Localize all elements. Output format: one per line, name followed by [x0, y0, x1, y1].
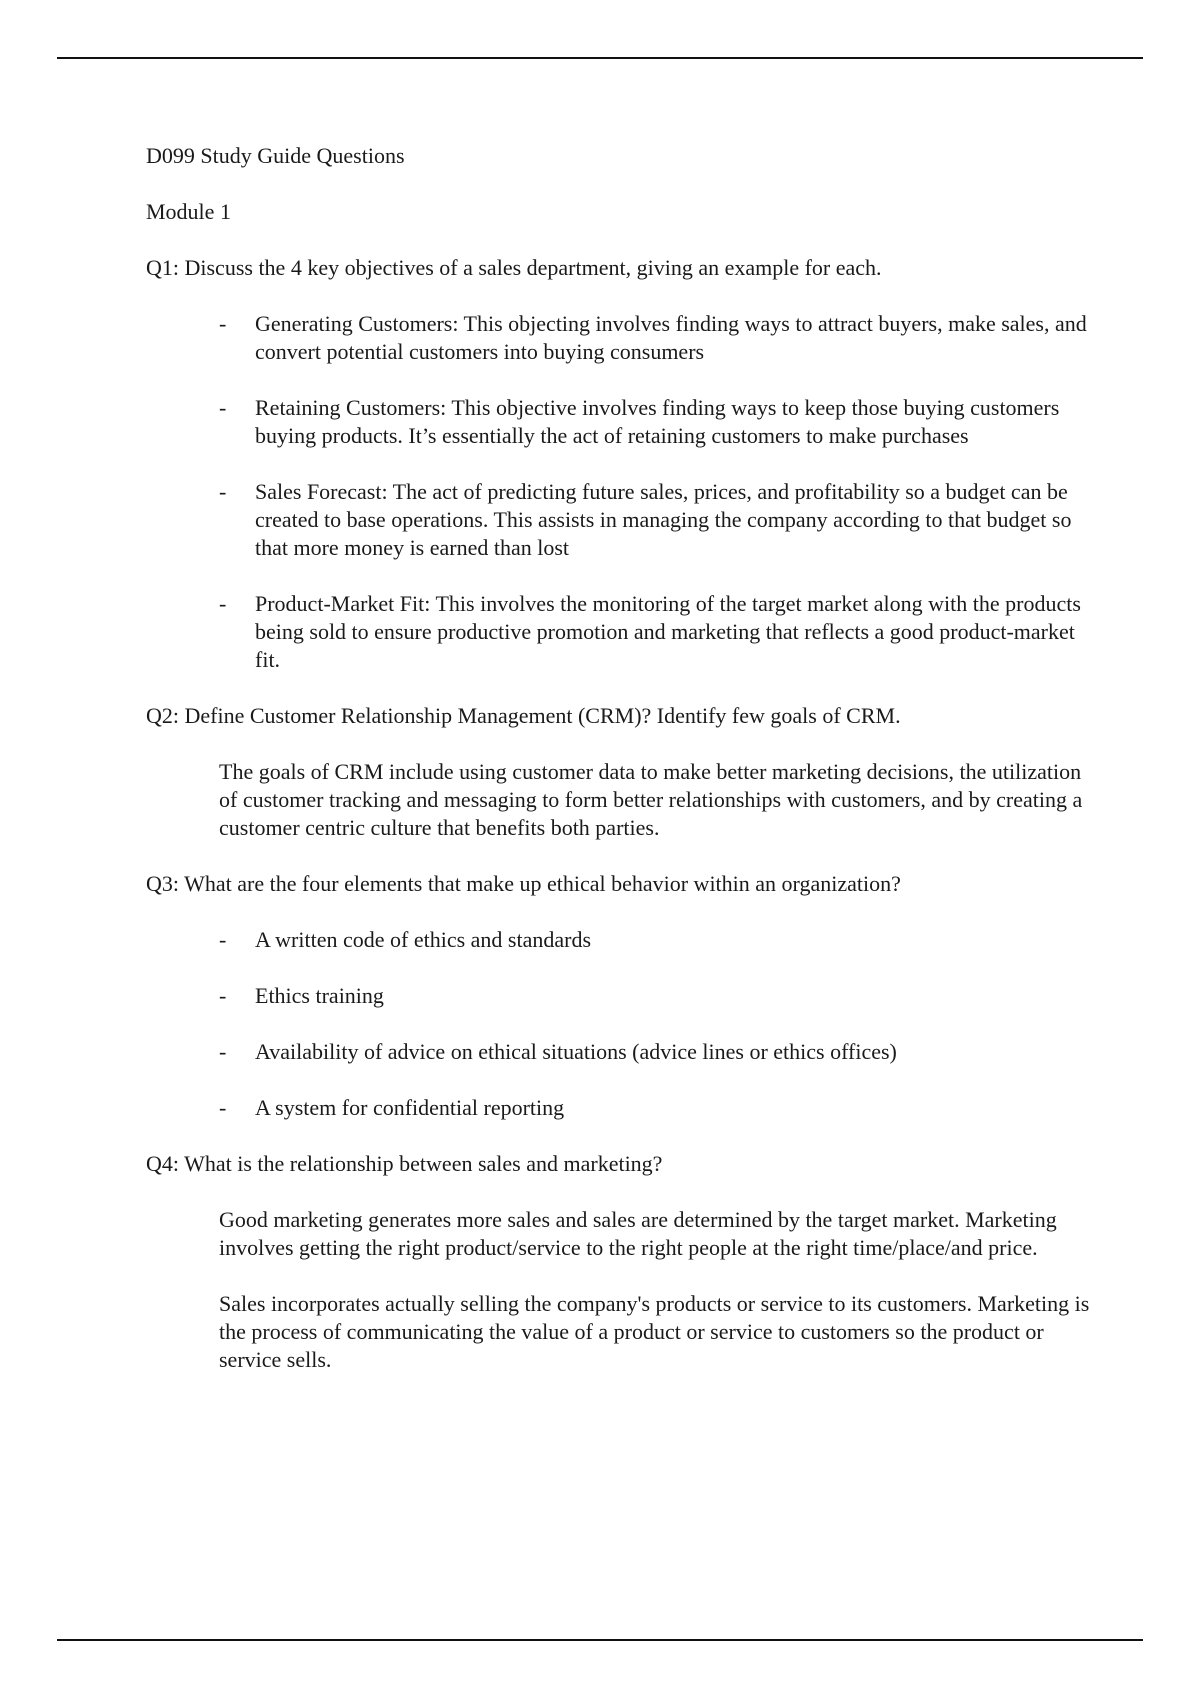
list-item — [219, 1094, 1096, 1122]
bullet-dash: - — [219, 311, 227, 336]
bullet-dash: - — [219, 1039, 227, 1064]
list-item-text: Availability of advice on ethical situations (advice lines or ethics offices) — [255, 1039, 897, 1064]
answer-2: The goals of CRM include using customer data to make better marketing decisions, the utilization of customer tracking and messaging to form better relationships with customers, and by creating a customer centric culture that benefits both parties. — [219, 759, 1083, 840]
list-item-text: A written code of ethics and standards — [255, 927, 592, 952]
document-body — [146, 142, 1096, 1402]
list-item — [219, 394, 1096, 450]
list-item-text: Product-Market Fit: This involves the monitoring of the target market along with the products being sold to ensure productive promotion and marketing that reflects a good product-market fit. — [255, 591, 1081, 672]
list-item — [219, 478, 1096, 562]
bottom-divider — [57, 1639, 1143, 1641]
document-title: D099 Study Guide Questions — [146, 143, 405, 168]
list-item-text: Retaining Customers: This objective involves finding ways to keep those buying customers buying products. It’s essentially the act of retaining customers to make purchases — [255, 395, 1060, 448]
question-4: Q4: What is the relationship between sales and marketing? — [146, 1151, 663, 1176]
list-item — [219, 310, 1096, 366]
module-heading: Module 1 — [146, 199, 231, 224]
question-1: Q1: Discuss the 4 key objectives of a sales department, giving an example for each. — [146, 255, 882, 280]
list-item-text: A system for confidential reporting — [255, 1095, 565, 1120]
top-divider — [57, 57, 1143, 59]
question-2: Q2: Define Customer Relationship Management (CRM)? Identify few goals of CRM. — [146, 703, 901, 728]
answer-4-paragraph-1: Good marketing generates more sales and sales are determined by the target market. Marketing involves getting the right product/service to the right people at the right time/place/and price. — [219, 1207, 1057, 1260]
answer-4-paragraph-2: Sales incorporates actually selling the company's products or service to its customers. Marketing is the process of communicating the value of a product or service to customers so the product or service sells. — [219, 1291, 1090, 1372]
bullet-dash: - — [219, 591, 227, 616]
list-item-text: Ethics training — [255, 983, 384, 1008]
list-item — [219, 982, 1096, 1010]
q3-elements-list — [146, 926, 1096, 1122]
question-3: Q3: What are the four elements that make up ethical behavior within an organization? — [146, 871, 901, 896]
list-item — [219, 1038, 1096, 1066]
bullet-dash: - — [219, 927, 227, 952]
bullet-dash: - — [219, 1095, 227, 1120]
list-item-text: Sales Forecast: The act of predicting future sales, prices, and profitability so a budget can be created to base operations. This assists in managing the company according to that budget so that more money is earned than lost — [255, 479, 1072, 560]
list-item — [219, 926, 1096, 954]
bullet-dash: - — [219, 395, 227, 420]
bullet-dash: - — [219, 983, 227, 1008]
list-item-text: Generating Customers: This objecting involves finding ways to attract buyers, make sales, and convert potential customers into buying consumers — [255, 311, 1087, 364]
list-item — [219, 590, 1096, 674]
q1-objectives-list — [146, 310, 1096, 674]
bullet-dash: - — [219, 479, 227, 504]
